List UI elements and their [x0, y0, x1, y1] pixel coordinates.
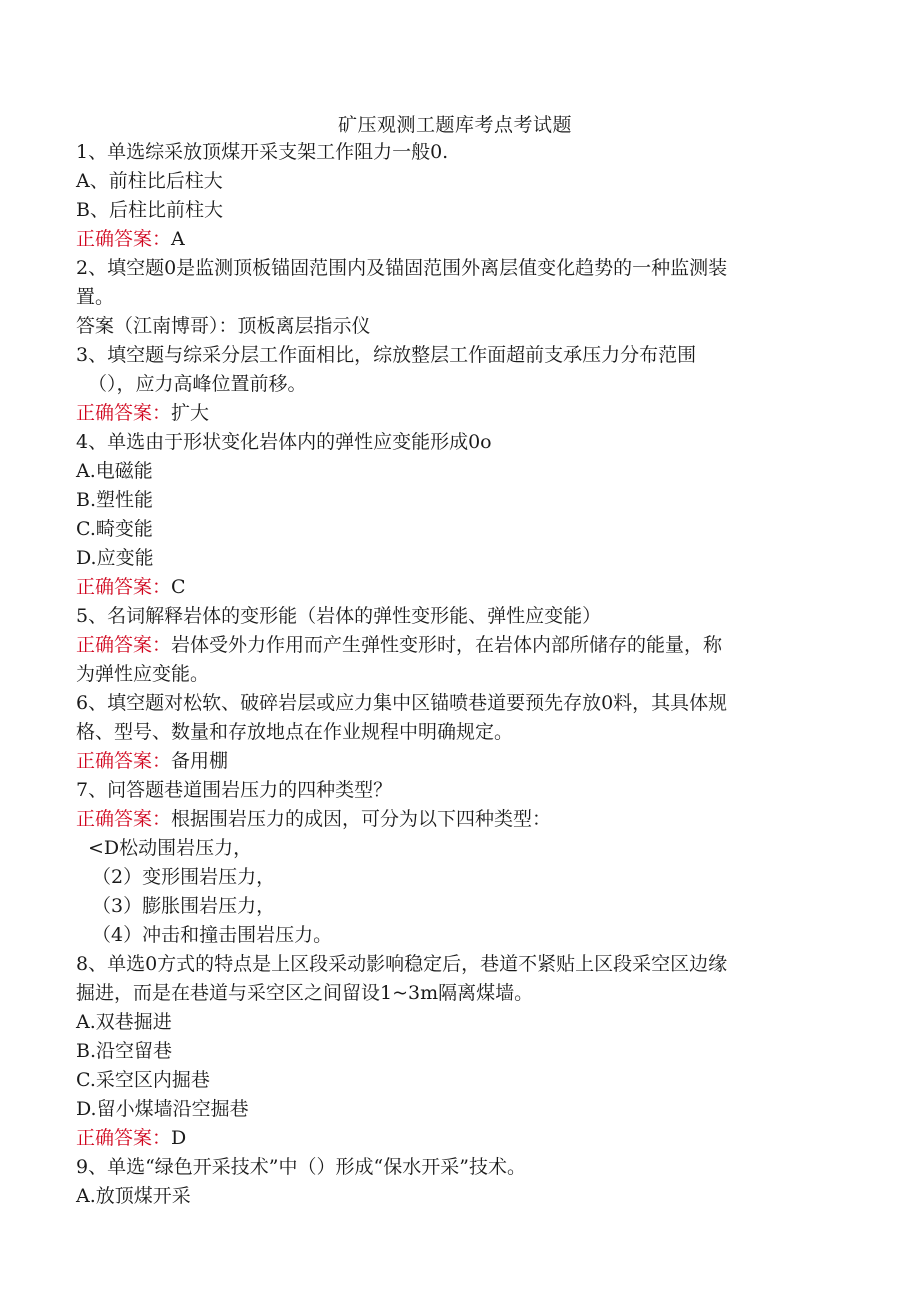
question-4-option-c: C.畸变能	[76, 518, 153, 540]
question-8-option-a: A.双巷掘进	[76, 1011, 172, 1033]
answer-value: A	[171, 228, 185, 250]
question-3-stem-line-2: （），应力高峰位置前移。	[88, 373, 307, 395]
question-8-stem-line-1: 8、单选0方式的特点是上区段采动影响稳定后，巷道不紧贴上区段采空区边缘	[76, 953, 728, 975]
answer-label: 正确答案：	[76, 634, 172, 656]
question-8-stem-line-2: 掘进，而是在巷道与采空区之间留设1~3m隔离煤墙。	[76, 982, 534, 1004]
question-5-answer-line-1	[76, 631, 846, 660]
answer-label: 正确答案：	[76, 808, 172, 830]
answer-value: 根据围岩压力的成因，可分为以下四种类型：	[171, 808, 552, 830]
answer-label: 正确答案：	[76, 402, 172, 424]
question-4-option-b: B.塑性能	[76, 489, 154, 511]
question-1-stem: 1、单选综采放顶煤开采支架工作阻力一般0.	[76, 141, 449, 163]
answer-value: C	[171, 576, 186, 598]
question-7-item-4: （4）冲击和撞击围岩压力。	[92, 924, 333, 946]
question-4-stem: 4、单选由于形状变化岩体内的弹性应变能形成0o	[76, 431, 492, 453]
question-7-answer	[76, 805, 846, 834]
question-7-item-1: <D松动围岩压力，	[88, 837, 253, 859]
question-7-item-3: （3）膨胀围岩压力，	[92, 895, 276, 917]
question-1-answer	[76, 225, 846, 254]
question-8-option-c: C.采空区内掘巷	[76, 1069, 210, 1091]
question-6-stem-line-2: 格、型号、数量和存放地点在作业规程中明确规定。	[76, 721, 514, 743]
answer-value: 岩体受外力作用而产生弹性变形时，在岩体内部所储存的能量，称	[171, 634, 723, 656]
question-6-stem-line-1: 6、填空题对松软、破碎岩层或应力集中区锚喷巷道要预先存放0料，其具体规	[76, 692, 728, 714]
answer-value: D	[171, 1127, 187, 1149]
answer-label: 正确答案：	[76, 228, 172, 250]
question-1-option-b: B、后柱比前柱大	[76, 199, 223, 221]
question-8-option-b: B.沿空留巷	[76, 1040, 173, 1062]
question-6-answer	[76, 747, 846, 776]
question-2-stem-line-1: 2、填空题0是监测顶板锚固范围内及锚固范围外离层值变化趋势的一种监测装	[76, 257, 728, 279]
document-body	[76, 138, 846, 1211]
question-9-option-a: A.放顶煤开采	[76, 1185, 191, 1207]
question-2-answer: 答案（江南博哥）：顶板离层指示仪	[76, 315, 371, 337]
question-5-stem: 5、名词解释岩体的变形能（岩体的弹性变形能、弹性应变能）	[76, 605, 602, 627]
question-5-answer-line-2: 为弹性应变能。	[76, 663, 210, 685]
document-title: 矿压观测工题库考点考试题	[337, 114, 572, 136]
question-7-item-2: （2）变形围岩压力，	[92, 866, 276, 888]
question-4-option-d: D.应变能	[76, 547, 154, 569]
question-3-answer	[76, 399, 846, 428]
question-8-option-d: D.留小煤墙沿空掘巷	[76, 1098, 249, 1120]
answer-label: 正确答案：	[76, 1127, 172, 1149]
question-2-stem-line-2: 置。	[76, 286, 115, 308]
question-9-stem: 9、单选“绿色开采技术”中（）形成“保水开采”技术。	[76, 1156, 526, 1178]
answer-label: 正确答案：	[76, 576, 172, 598]
answer-label: 正确答案：	[76, 750, 172, 772]
question-4-option-a: A.电磁能	[76, 460, 153, 482]
question-3-stem-line-1: 3、填空题与综采分层工作面相比，综放整层工作面超前支承压力分布范围	[76, 344, 697, 366]
answer-value: 扩大	[171, 402, 210, 424]
question-4-answer	[76, 573, 846, 602]
answer-value: 备用棚	[171, 750, 229, 772]
question-1-option-a: A、前柱比后柱大	[76, 170, 223, 192]
question-8-answer	[76, 1124, 846, 1153]
question-7-stem: 7、问答题巷道围岩压力的四种类型？	[76, 779, 393, 801]
